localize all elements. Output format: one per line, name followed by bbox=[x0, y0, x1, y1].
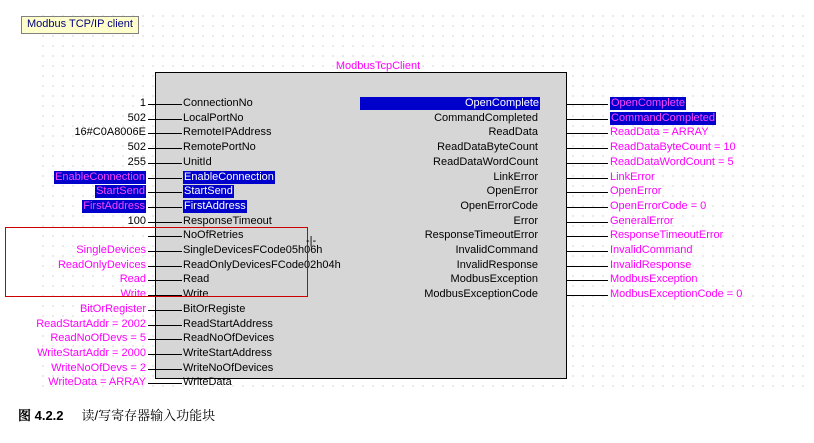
input-pin-WriteData: WriteData bbox=[183, 376, 232, 388]
input-value-1: 502 bbox=[127, 112, 146, 124]
input-wire-10 bbox=[148, 251, 182, 252]
output-pin-ModbusException: ModbusException bbox=[450, 273, 538, 285]
input-value-5: EnableConnection bbox=[55, 171, 145, 183]
input-pin-UnitId: UnitId bbox=[183, 156, 212, 168]
output-wire-9 bbox=[566, 236, 608, 237]
output-value-4: ReadDataWordCount = 5 bbox=[610, 156, 734, 168]
input-wire-17 bbox=[148, 354, 182, 355]
output-wire-3 bbox=[566, 148, 608, 149]
output-value-9: ResponseTimeoutError bbox=[610, 229, 724, 241]
output-pin-LinkError: LinkError bbox=[493, 171, 538, 183]
input-pin-Read: Read bbox=[183, 273, 210, 285]
comment-box-modbus-tcp-client: Modbus TCP/IP client bbox=[21, 16, 139, 34]
output-pin-OpenErrorCode: OpenErrorCode bbox=[460, 200, 538, 212]
output-value-11: InvalidResponse bbox=[610, 259, 692, 271]
input-wire-9 bbox=[148, 236, 182, 237]
output-value-0: OpenComplete bbox=[611, 97, 685, 109]
input-value-19: WriteData = ARRAY bbox=[48, 376, 146, 388]
input-wire-4 bbox=[148, 163, 182, 164]
input-pin-Write: Write bbox=[183, 288, 209, 300]
output-wire-6 bbox=[566, 192, 608, 193]
input-pin-FirstAddress: FirstAddress bbox=[184, 200, 246, 212]
output-wire-8 bbox=[566, 222, 608, 223]
input-value-3: 502 bbox=[127, 141, 146, 153]
output-value-13: ModbusExceptionCode = 0 bbox=[610, 288, 743, 300]
output-value-10: InvalidCommand bbox=[610, 244, 693, 256]
input-wire-0 bbox=[148, 104, 182, 105]
input-wire-3 bbox=[148, 148, 182, 149]
input-wire-12 bbox=[148, 280, 182, 281]
input-wire-7 bbox=[148, 207, 182, 208]
figure-caption-text: 读/写寄存器输入功能块 bbox=[81, 408, 216, 423]
input-value-6: StartSend bbox=[96, 185, 145, 197]
output-pin-CommandCompleted: CommandCompleted bbox=[434, 112, 538, 124]
input-pin-ReadOnlyDevicesFCode02h04h: ReadOnlyDevicesFCode02h04h bbox=[183, 259, 341, 271]
output-value-2: ReadData = ARRAY bbox=[610, 126, 709, 138]
figure-caption bbox=[18, 405, 215, 424]
input-pin-EnableConnection: EnableConnection bbox=[184, 171, 274, 183]
input-value-16: ReadNoOfDevs = 5 bbox=[50, 332, 146, 344]
output-pin-ResponseTimeoutError: ResponseTimeoutError bbox=[424, 229, 538, 241]
output-wire-12 bbox=[566, 280, 608, 281]
input-wire-15 bbox=[148, 325, 182, 326]
input-value-14: BitOrRegister bbox=[79, 303, 146, 315]
input-pin-SingleDevicesFCode05h06h: SingleDevicesFCode05h06h bbox=[183, 244, 323, 256]
output-pin-ReadData: ReadData bbox=[488, 126, 538, 138]
input-wire-8 bbox=[148, 222, 182, 223]
input-pin-WriteNoOfDevices: WriteNoOfDevices bbox=[183, 362, 274, 374]
input-value-17: WriteStartAddr = 2000 bbox=[37, 347, 146, 359]
output-pin-OpenError: OpenError bbox=[486, 185, 538, 197]
input-wire-1 bbox=[148, 119, 182, 120]
input-wire-2 bbox=[148, 133, 182, 134]
input-pin-WriteStartAddress: WriteStartAddress bbox=[183, 347, 273, 359]
output-pin-InvalidResponse: InvalidResponse bbox=[456, 259, 538, 271]
input-pin-BitOrRegiste: BitOrRegiste bbox=[183, 303, 246, 315]
input-wire-6 bbox=[148, 192, 182, 193]
input-pin-RemotePortNo: RemotePortNo bbox=[183, 141, 256, 153]
output-value-3: ReadDataByteCount = 10 bbox=[610, 141, 736, 153]
output-value-12: ModbusException bbox=[610, 273, 698, 285]
input-wire-19 bbox=[148, 383, 182, 384]
input-value-18: WriteNoOfDevs = 2 bbox=[51, 362, 146, 374]
output-pin-ReadDataWordCount: ReadDataWordCount bbox=[433, 156, 538, 168]
input-pin-ReadNoOfDevices: ReadNoOfDevices bbox=[183, 332, 275, 344]
input-value-13: Write bbox=[120, 288, 146, 300]
input-value-2: 16#C0A8006E bbox=[74, 126, 146, 138]
input-wire-13 bbox=[148, 295, 182, 296]
input-value-12: Read bbox=[119, 273, 146, 285]
mid-marker-label: -|- bbox=[306, 235, 317, 247]
output-wire-5 bbox=[566, 178, 608, 179]
input-value-11: ReadOnlyDevices bbox=[57, 259, 146, 271]
input-value-15: ReadStartAddr = 2002 bbox=[36, 318, 146, 330]
input-value-0: 1 bbox=[139, 97, 146, 109]
input-value-7: FirstAddress bbox=[83, 200, 145, 212]
output-wire-7 bbox=[566, 207, 608, 208]
output-pin-InvalidCommand: InvalidCommand bbox=[455, 244, 538, 256]
output-wire-1 bbox=[566, 119, 608, 120]
input-pin-RemoteIPAddress: RemoteIPAddress bbox=[183, 126, 272, 138]
input-wire-18 bbox=[148, 369, 182, 370]
output-value-8: GeneralError bbox=[610, 215, 674, 227]
input-pin-LocalPortNo: LocalPortNo bbox=[183, 112, 244, 124]
input-pin-ReadStartAddress: ReadStartAddress bbox=[183, 318, 273, 330]
input-value-4: 255 bbox=[127, 156, 146, 168]
input-wire-11 bbox=[148, 266, 182, 267]
output-wire-10 bbox=[566, 251, 608, 252]
output-value-6: OpenError bbox=[610, 185, 662, 197]
output-pin-ModbusExceptionCode: ModbusExceptionCode bbox=[424, 288, 538, 300]
function-block-type-label: ModbusTcpClient bbox=[335, 60, 421, 72]
output-pin-ReadDataByteCount: ReadDataByteCount bbox=[437, 141, 538, 153]
input-wire-14 bbox=[148, 310, 182, 311]
output-pin-Error: Error bbox=[513, 215, 538, 227]
input-pin-StartSend: StartSend bbox=[184, 185, 233, 197]
output-value-7: OpenErrorCode = 0 bbox=[610, 200, 707, 212]
output-pin-OpenComplete: OpenComplete bbox=[360, 97, 540, 110]
output-wire-4 bbox=[566, 163, 608, 164]
output-wire-2 bbox=[566, 133, 608, 134]
output-value-1: CommandCompleted bbox=[611, 112, 715, 124]
output-wire-0 bbox=[566, 104, 608, 105]
output-wire-11 bbox=[566, 266, 608, 267]
figure-number: 图 4.2.2 bbox=[18, 408, 64, 423]
output-value-5: LinkError bbox=[610, 171, 655, 183]
output-wire-13 bbox=[566, 295, 608, 296]
input-pin-NoOfRetries: NoOfRetries bbox=[183, 229, 244, 241]
input-pin-ConnectionNo: ConnectionNo bbox=[183, 97, 253, 109]
input-wire-5 bbox=[148, 178, 182, 179]
input-wire-16 bbox=[148, 339, 182, 340]
input-value-10: SingleDevices bbox=[76, 244, 146, 256]
input-pin-ResponseTimeout: ResponseTimeout bbox=[183, 215, 272, 227]
input-value-8: 100 bbox=[127, 215, 146, 227]
